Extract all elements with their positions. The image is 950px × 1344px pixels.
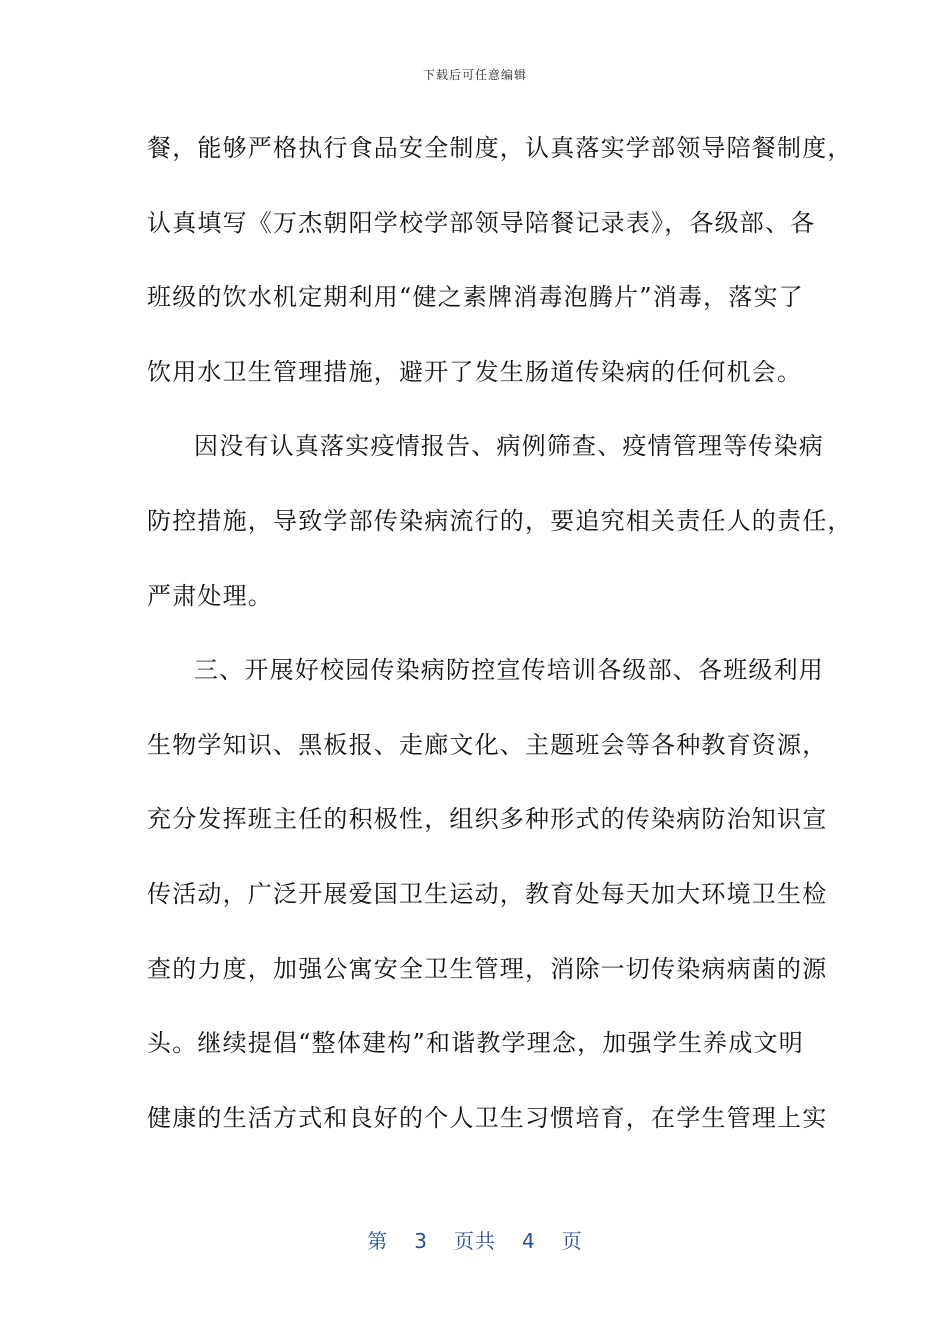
text-line: 查的力度，加强公寓安全卫生管理，消除一切传染病病菌的源 bbox=[147, 954, 828, 983]
page-label-middle: 页共 bbox=[454, 1229, 496, 1253]
current-page-number: 3 bbox=[414, 1229, 428, 1253]
text-line: 班级的饮水机定期利用“健之素牌消毒泡腾片”消毒，落实了 bbox=[147, 283, 804, 312]
text-line: 饮用水卫生管理措施，避开了发生肠道传染病的任何机会。 bbox=[147, 357, 803, 386]
text-line: 严肃处理。 bbox=[147, 581, 273, 610]
paragraph-start-line: 三、开展好校园传染病防控宣传培训各级部、各班级利用 bbox=[194, 656, 824, 685]
paragraph-start-line: 因没有认真落实疫情报告、病例筛查、疫情管理等传染病 bbox=[194, 432, 824, 461]
text-line: 餐，能够严格执行食品安全制度，认真落实学部领导陪餐制度， bbox=[147, 134, 853, 162]
page-footer bbox=[0, 1225, 950, 1254]
text-line: 防控措施，导致学部传染病流行的，要追究相关责任人的责任， bbox=[147, 506, 853, 535]
header-note: 下载后可任意编辑 bbox=[422, 68, 527, 82]
document-body bbox=[147, 124, 853, 1168]
text-line: 传活动，广泛开展爱国卫生运动，教育处每天加大环境卫生检 bbox=[147, 879, 828, 908]
text-line: 头。继续提倡“整体建构”和谐教学理念，加强学生养成文明 bbox=[147, 1029, 804, 1058]
text-line: 生物学知识、黑板报、走廊文化、主题班会等各种教育资源， bbox=[147, 730, 828, 759]
total-pages-number: 4 bbox=[522, 1229, 536, 1253]
text-line: 充分发挥班主任的积极性，组织多种形式的传染病防治知识宣 bbox=[147, 805, 828, 834]
text-line: 认真填写《万杰朝阳学校学部领导陪餐记录表》，各级部、各 bbox=[147, 208, 816, 237]
page-label-prefix: 第 bbox=[367, 1229, 389, 1253]
text-line: 健康的生活方式和良好的个人卫生习惯培育，在学生管理上实 bbox=[147, 1103, 828, 1132]
page-label-suffix: 页 bbox=[561, 1229, 583, 1253]
